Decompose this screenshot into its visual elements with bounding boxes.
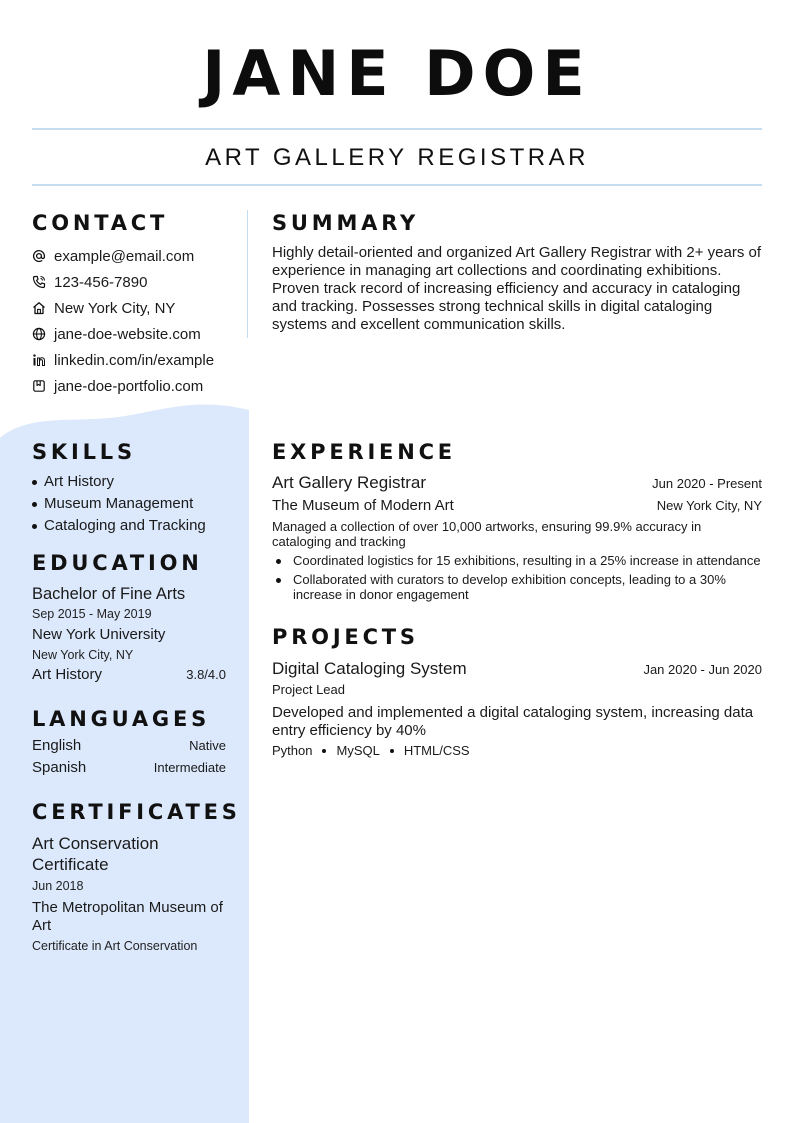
skill-item <box>32 515 226 537</box>
languages-heading: LANGUAGES <box>32 707 211 731</box>
bullet-dot <box>32 524 37 529</box>
contact-email[interactable] <box>32 243 226 269</box>
language-row <box>32 737 226 759</box>
education-field: Art History <box>32 666 103 683</box>
contact-website[interactable] <box>32 321 226 347</box>
contact-location-text: New York City, NY <box>54 299 176 317</box>
projects-heading: PROJECTS <box>272 625 419 649</box>
education-section <box>32 550 226 686</box>
phone-icon <box>32 275 46 289</box>
separator-dot <box>390 749 394 753</box>
experience-company-row <box>272 496 762 516</box>
education-location: New York City, NY <box>32 648 134 662</box>
education-field-row <box>32 664 226 686</box>
skill-item <box>32 471 226 493</box>
education-gpa: 3.8/4.0 <box>186 667 226 682</box>
summary-text: Highly detail-oriented and organized Art Gallery Registrar with 2+ years of experience in managing art collections and coordinating exhibitions. Proven track record of increasing efficiency and accuracy in cataloging and tracking. Possesses strong technical skills in digital cataloging systems and excellent communication skills. <box>272 244 761 333</box>
candidate-name: JANE DOE <box>202 37 592 110</box>
project-title-row <box>272 658 762 680</box>
contact-website-text: jane-doe-website.com <box>54 325 201 343</box>
skill-label: Museum Management <box>44 495 194 512</box>
at-icon <box>32 249 46 263</box>
header-rule-top <box>32 128 762 130</box>
education-degree: Bachelor of Fine Arts <box>32 585 186 603</box>
project-role: Project Lead <box>272 682 345 697</box>
tech-label: Python <box>272 743 313 758</box>
contact-phone-text: 123-456-7890 <box>54 273 148 291</box>
contact-portfolio[interactable] <box>32 373 226 399</box>
bullet-dot <box>276 559 281 564</box>
skill-label: Art History <box>44 473 115 490</box>
certificate-org: The Metropolitan Museum of Art <box>32 899 223 934</box>
experience-bullets <box>272 553 762 602</box>
bullet-dot <box>32 480 37 485</box>
job-title: ART GALLERY REGISTRAR <box>205 144 589 171</box>
bullet-dot <box>276 578 281 583</box>
certificate-detail: Certificate in Art Conservation <box>32 939 198 953</box>
skills-list <box>32 471 226 537</box>
experience-bullet-text: Collaborated with curators to develop exhibition concepts, leading to a 30% increase in donor engagement <box>293 572 726 602</box>
language-row <box>32 759 226 781</box>
experience-heading: EXPERIENCE <box>272 440 456 464</box>
skills-heading: SKILLS <box>32 440 136 464</box>
project-tech-list <box>272 743 762 758</box>
language-name: English <box>32 737 82 754</box>
skills-section <box>32 439 226 537</box>
tech-label: HTML/CSS <box>403 743 470 758</box>
contact-portfolio-text: jane-doe-portfolio.com <box>54 377 204 395</box>
column-divider <box>247 210 248 338</box>
language-level: Intermediate <box>153 760 226 775</box>
contact-email-text: example@email.com <box>54 247 195 265</box>
language-name: Spanish <box>32 759 87 776</box>
home-icon <box>32 301 46 315</box>
education-dates: Sep 2015 - May 2019 <box>32 607 152 621</box>
certificate-date: Jun 2018 <box>32 879 84 893</box>
experience-location: New York City, NY <box>656 498 762 513</box>
languages-list <box>32 737 226 781</box>
project-title: Digital Cataloging System <box>272 659 467 678</box>
tech-item <box>380 743 470 758</box>
experience-description: Managed a collection of over 10,000 artworks, ensuring 99.9% accuracy in cataloging and tracking <box>272 519 702 549</box>
summary-section <box>272 210 762 334</box>
tech-item <box>272 743 312 758</box>
contact-linkedin-text: linkedin.com/in/example <box>54 351 215 369</box>
separator-dot <box>322 749 326 753</box>
experience-title: Art Gallery Registrar <box>272 473 426 492</box>
experience-company: The Museum of Modern Art <box>272 497 454 514</box>
bullet-dot <box>32 502 37 507</box>
linkedin-icon <box>32 353 46 367</box>
tech-item <box>312 743 379 758</box>
experience-bullet-text: Coordinated logistics for 15 exhibitions, resulting in a 25% increase in attendance <box>293 553 761 568</box>
projects-section <box>272 624 762 758</box>
certificates-section <box>32 799 241 955</box>
education-heading: EDUCATION <box>32 551 203 575</box>
experience-section <box>272 439 762 602</box>
language-level: Native <box>189 738 226 753</box>
contact-heading: CONTACT <box>32 211 169 235</box>
contact-linkedin[interactable] <box>32 347 226 373</box>
header-rule-bottom <box>32 184 762 186</box>
contact-location <box>32 295 226 321</box>
languages-section <box>32 706 226 781</box>
skill-label: Cataloging and Tracking <box>44 517 206 534</box>
contact-section <box>32 210 226 399</box>
tech-label: MySQL <box>336 743 380 758</box>
summary-heading: SUMMARY <box>272 211 420 235</box>
experience-dates: Jun 2020 - Present <box>652 476 762 491</box>
certificates-heading: CERTIFICATES <box>32 800 241 824</box>
project-dates: Jan 2020 - Jun 2020 <box>643 662 762 677</box>
portfolio-icon <box>32 379 46 393</box>
experience-bullet <box>272 572 762 602</box>
skill-item <box>32 493 226 515</box>
certificate-name: Art Conservation Certificate <box>32 834 159 874</box>
experience-bullet <box>272 553 762 568</box>
project-description: Developed and implemented a digital cataloging system, increasing data entry efficiency by 40% <box>272 704 754 739</box>
education-school: New York University <box>32 626 166 643</box>
globe-icon <box>32 327 46 341</box>
experience-title-row <box>272 472 762 494</box>
contact-list <box>32 243 226 399</box>
contact-phone[interactable] <box>32 269 226 295</box>
